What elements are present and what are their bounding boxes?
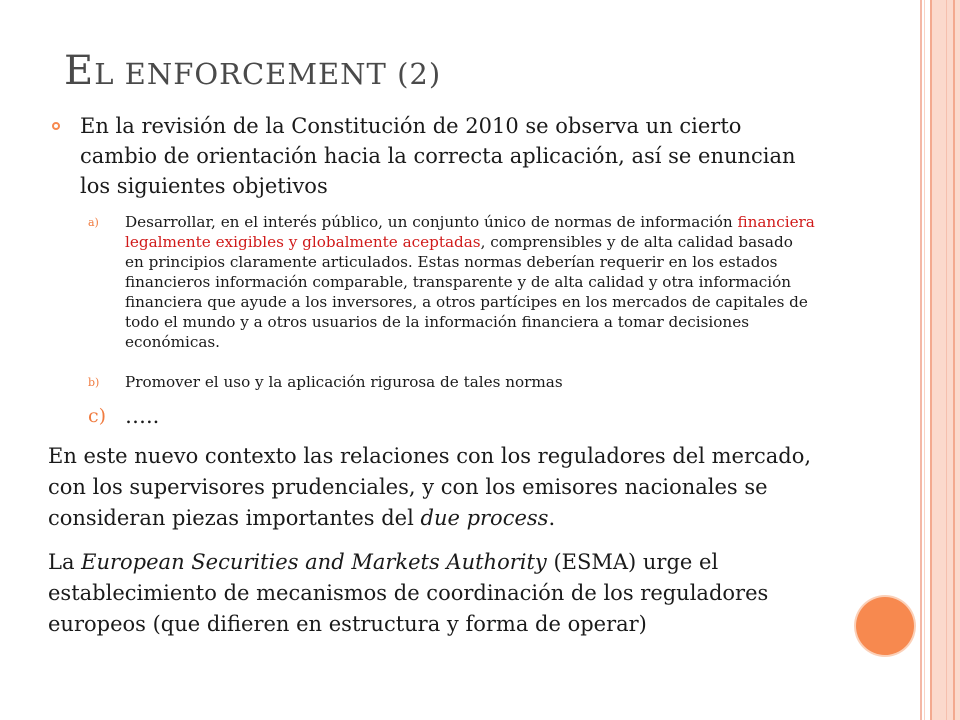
decorative-stripe [920, 0, 922, 720]
title-initial: E [64, 48, 95, 94]
slide-title [64, 48, 441, 94]
sub-item-marker: c) [88, 405, 107, 427]
sub-item-text-part: Desarrollar, en el interés público, un conjunto único de normas de información [125, 213, 738, 231]
sub-item-text: Promover el uso y la aplicación rigurosa de tales normas [125, 373, 563, 391]
decorative-stripe [946, 0, 947, 720]
decorative-stripe [930, 0, 932, 720]
sub-item-text-part: , comprensibles y de alta calidad basado en principios claramente articulados. Estas normas deberían requerir en los estados financieros información comparable, transparente y de alta calidad y otra información financiera que ayude a los inversores, a otros partícipes en los mercados de capitales de todo el mundo y a otros usuarios de la información financiera a tomar decisiones económicas. [125, 233, 808, 351]
sub-item-marker: a) [88, 216, 99, 229]
paragraph-text: La [48, 550, 82, 574]
italic-term: European Securities and Markets Authority [81, 550, 547, 574]
paragraph-text: En este nuevo contexto las relaciones con los reguladores del mercado, con los supervisores prudenciales, y con los emisores nacionales se consideran piezas importantes del [48, 444, 812, 530]
paragraph [48, 547, 818, 640]
paragraph [48, 441, 828, 534]
italic-term: due process [420, 506, 549, 530]
sub-item-text: ….. [125, 404, 160, 428]
sub-item-marker: b) [88, 376, 100, 389]
sub-item-text [125, 212, 815, 352]
decorative-stripe [953, 0, 955, 720]
decorative-stripe [924, 0, 925, 720]
bullet-circle-icon [52, 122, 60, 130]
title-rest: L ENFORCEMENT (2) [94, 57, 442, 91]
bullet-paragraph: En la revisión de la Constitución de 2010 se observa un cierto cambio de orientación hacia la correcta aplicación, así se enuncian los siguientes objetivos [80, 114, 796, 198]
paragraph-text: . [548, 506, 556, 530]
decorative-band [930, 0, 960, 720]
decorative-circle [856, 597, 914, 655]
paragraph-text: (ESMA) urge el establecimiento de mecanismos de coordinación de los reguladores europeos (que difieren en estructura y forma de operar) [48, 550, 769, 636]
highlighted-text: financiera legalmente exigibles y globalmente aceptadas [125, 213, 815, 251]
